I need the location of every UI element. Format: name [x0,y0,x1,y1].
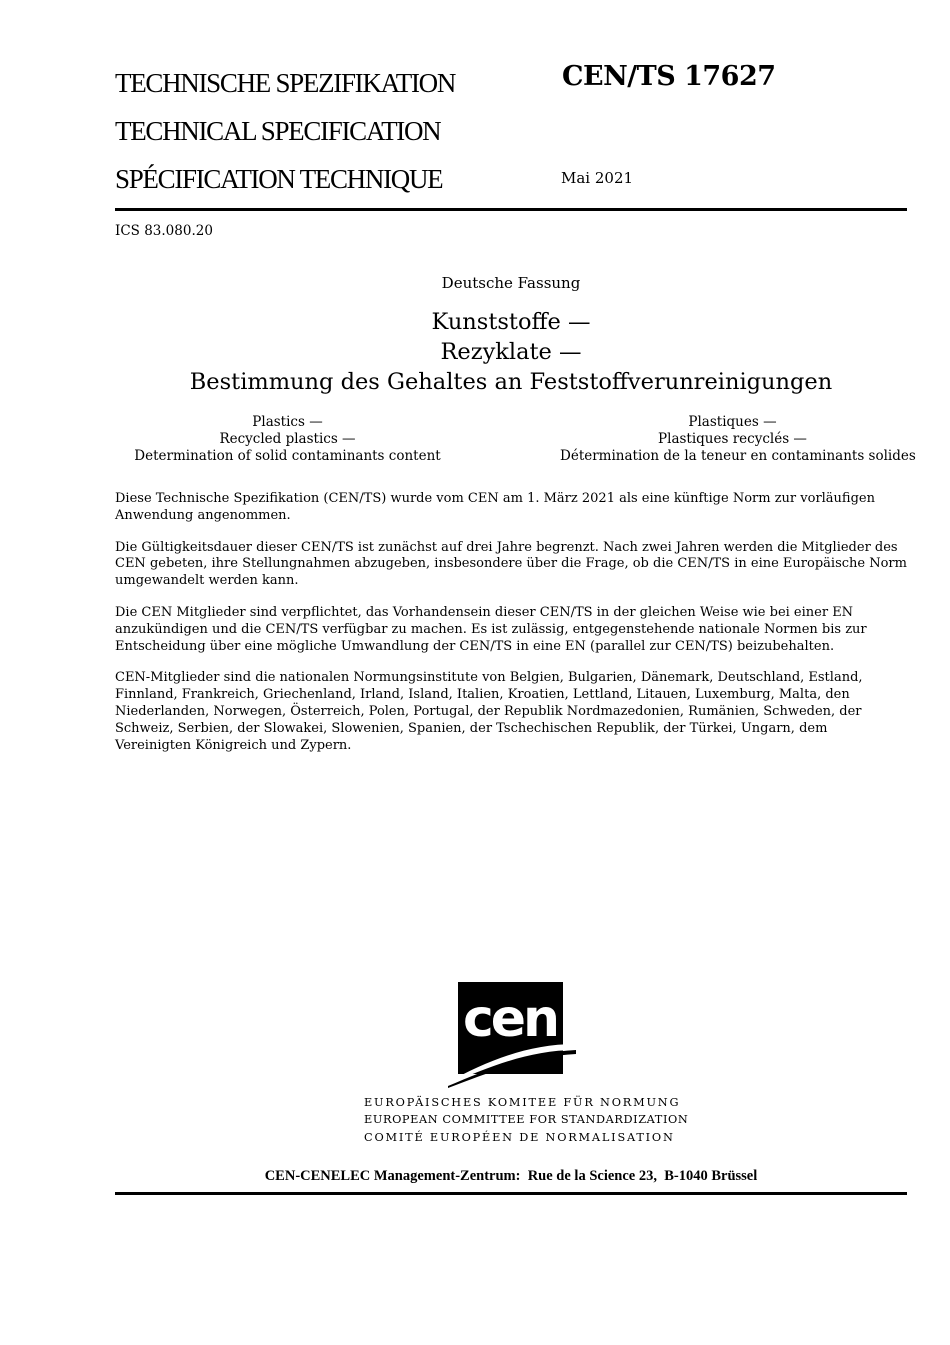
main-title-line-1: Kunststoffe — [431,309,591,335]
paragraph-obligations: Die CEN Mitglieder sind verpflichtet, das Vorhandensein dieser CEN/TS in der gleichen Weise wie bei einer EN anzukündigen und die CEN/TS verfügbar zu machen. Es ist zulässig, entgegenstehende nationale Normen bis zur Entscheidung über eine mögliche Umwandlung der CEN/TS in eine EN (parallel zur CEN/TS) beizubehalten. [115,604,867,654]
english-title-line-2: Recycled plastics — [219,431,356,447]
main-title [115,307,907,397]
spec-title-de: TECHNISCHE SPEZIFIKATION [115,68,456,98]
management-address: CEN-CENELEC Management-Zentrum: Rue de la Science 23, B-1040 Brüssel [264,1168,758,1184]
spec-title-en: TECHNICAL SPECIFICATION [115,116,441,146]
main-title-line-3: Bestimmung des Gehaltes an Feststoffverunreinigungen [189,369,833,395]
footer-divider [115,1192,907,1195]
body-text [115,491,907,769]
spec-title-fr: SPÉCIFICATION TECHNIQUE [115,164,443,194]
paragraph-members: CEN-Mitglieder sind die nationalen Normungsinstitute von Belgien, Bulgarien, Dänemark, Deutschland, Estland, Finnland, Frankreich, Griechenland, Irland, Island, Italien, Kroatien, Lettland, Litauen, Luxemburg, Malta, den Niederlanden, Norwegen, Österreich, Polen, Portugal, der Republik Nordmazedonien, Rumänien, Schweden, der Schweiz, Serbien, der Slowakei, Slowenien, Spanien, der Tschechischen Republik, der Türkei, Ungarn, dem Vereinigten Königreich und Zypern. [115,670,863,753]
organization-name-de: EUROPÄISCHES KOMITEE FÜR NORMUNG [364,1096,681,1109]
ics-code: ICS 83.080.20 [115,223,213,239]
french-title [560,414,916,465]
language-version: Deutsche Fassung [441,274,581,292]
english-title-line-1: Plastics — [252,414,323,430]
english-title-line-3: Determination of solid contaminants content [134,448,441,464]
organization-name-fr: COMITÉ EUROPÉEN DE NORMALISATION [364,1131,675,1144]
french-title-line-3: Détermination de la teneur en contaminants solides [560,448,916,464]
cen-logo-text: cen [462,989,558,1049]
cen-logo-icon [446,982,578,1088]
french-title-line-1: Plastiques — [688,414,777,430]
document-number: CEN/TS 17627 [562,61,776,92]
paragraph-adoption: Diese Technische Spezifikation (CEN/TS) wurde vom CEN am 1. März 2021 als eine künftige Norm zur vorläufigen Anwendung angenommen. [115,491,875,523]
document-date: Mai 2021 [561,169,634,187]
french-title-line-2: Plastiques recyclés — [658,431,807,447]
organization-name-en: EUROPEAN COMMITTEE FOR STANDARDIZATION [364,1113,689,1126]
header-divider [115,208,907,211]
main-title-line-2: Rezyklate — [440,339,582,365]
paragraph-validity: Die Gültigkeitsdauer dieser CEN/TS ist zunächst auf drei Jahre begrenzt. Nach zwei Jahren werden die Mitglieder des CEN gebeten, ihre Stellungnahmen abzugeben, insbesondere über die Frage, ob die CEN/TS in eine Europäische Norm umgewandelt werden kann. [115,539,907,589]
english-title [115,414,460,465]
